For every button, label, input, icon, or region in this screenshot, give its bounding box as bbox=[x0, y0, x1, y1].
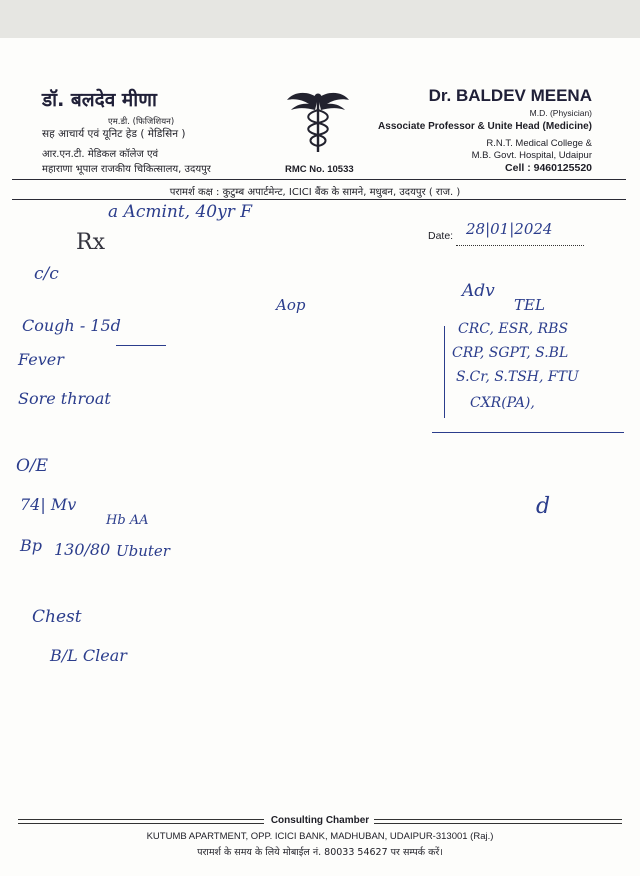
bp-label: Bp bbox=[20, 536, 42, 555]
date-label: Date: bbox=[428, 230, 454, 242]
complaint-item: Sore throat bbox=[18, 389, 111, 408]
bp-note: Ubuter bbox=[116, 542, 170, 560]
investigation-item: CRP, SGPT, S.BL bbox=[452, 345, 569, 361]
doctor-name-english: Dr. BALDEV MEENA bbox=[428, 86, 592, 105]
chest-finding: B/L Clear bbox=[50, 646, 127, 665]
footer-address: KUTUMB APARTMENT, OPP. ICICI BANK, MADHUBAN, UDAIPUR-313001 (Raj.) bbox=[146, 831, 494, 842]
chief-complaints-label: c/c bbox=[34, 264, 59, 284]
investigation-item: CXR(PA), bbox=[470, 395, 535, 411]
college-hindi-line1: आर.एन.टी. मेडिकल कॉलेज एवं bbox=[42, 149, 159, 160]
complaint-item: Fever bbox=[18, 350, 64, 369]
patient-details: a Acmint, 40yr F bbox=[108, 202, 253, 222]
college-hindi-line2: महाराणा भूपाल राजकीय चिकित्सालय, उदयपुर bbox=[42, 164, 211, 175]
doctor-name-hindi: डॉ. बलदेव मीणा bbox=[42, 89, 157, 111]
advice-label: Adv bbox=[462, 281, 495, 301]
complaint-item: Cough - 15d bbox=[22, 316, 121, 335]
handwritten-date: 28|01|2024 bbox=[466, 220, 553, 238]
chest-label: Chest bbox=[32, 607, 82, 627]
caduceus-logo-icon bbox=[285, 88, 351, 154]
designation-hindi: सह आचार्य एवं यूनिट हेड ( मेडिसिन ) bbox=[42, 128, 186, 140]
consulting-room-address: परामर्श कक्ष : कुटुम्ब अपार्टमेन्ट, ICICI बैंक के सामने, मधुबन, उदयपुर ( राज. ) bbox=[169, 187, 461, 198]
scan-top-band bbox=[0, 0, 640, 38]
examination-label: O/E bbox=[16, 456, 49, 476]
footer-title: Consulting Chamber bbox=[270, 815, 370, 826]
college-english-line1: R.N.T. Medical College & bbox=[486, 138, 592, 149]
cell-number: Cell : 9460125520 bbox=[505, 162, 592, 174]
investigation-item: S.Cr, S.TSH, FTU bbox=[456, 369, 579, 385]
advice-bracket-line bbox=[444, 326, 445, 418]
rx-symbol: Rx bbox=[76, 230, 105, 255]
college-english-line2: M.B. Govt. Hospital, Udaipur bbox=[471, 150, 592, 161]
designation-english: Associate Professor & Unite Head (Medicine) bbox=[378, 121, 592, 132]
degree-hindi: एम.डी. (फिजिशियन) bbox=[108, 117, 175, 127]
pulse-reading: 74| Mv bbox=[20, 495, 77, 514]
degree-english: M.D. (Physician) bbox=[529, 108, 592, 118]
signature-mark: d bbox=[536, 494, 551, 519]
investigation-item: CRC, ESR, RBS bbox=[458, 321, 569, 337]
advice-title: TEL bbox=[514, 296, 545, 314]
complaint-underline bbox=[116, 345, 166, 346]
header-rule-top bbox=[12, 179, 626, 180]
header-rule-bottom bbox=[12, 199, 626, 200]
rmc-number: RMC No. 10533 bbox=[285, 164, 354, 175]
bp-value: 130/80 bbox=[54, 540, 111, 559]
date-dotted-line bbox=[456, 245, 584, 246]
margin-mark: Aop bbox=[276, 296, 306, 314]
footer-mobile-note: परामर्श के समय के लिये मोबाईल नं. 80033 54627 पर सम्पर्क करें। bbox=[197, 847, 443, 858]
advice-underline bbox=[432, 432, 624, 433]
hb-note: Hb AA bbox=[106, 513, 149, 528]
